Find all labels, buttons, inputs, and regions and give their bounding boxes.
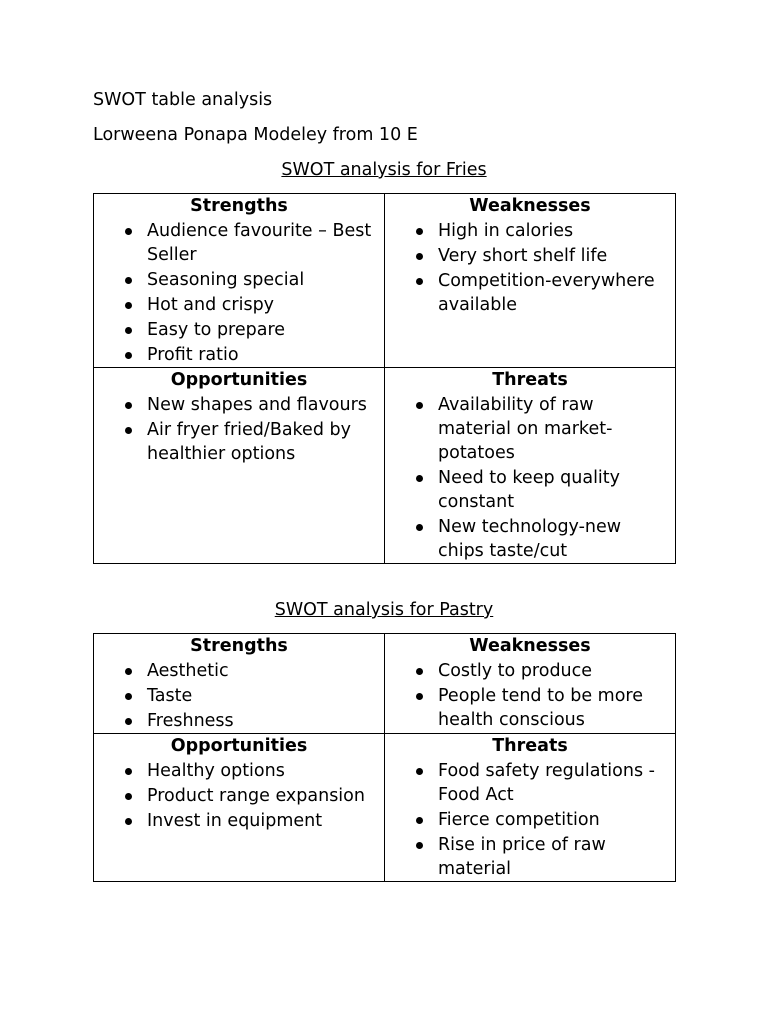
list-item-text: Costly to produce — [438, 661, 593, 681]
list-item — [385, 808, 675, 832]
list-item-text: Audience favourite – Best Seller — [147, 221, 372, 265]
list-item-text: Invest in equipment — [147, 811, 323, 831]
fries-swot-table — [93, 193, 676, 564]
fries-bottom-row — [94, 368, 676, 564]
bullet-icon — [125, 228, 132, 235]
bullet-icon — [416, 253, 423, 260]
list-item-text: Air fryer fried/Baked by healthier options — [147, 420, 351, 464]
pastry-swot-table — [93, 633, 676, 882]
list-item-text: Hot and crispy — [147, 295, 275, 315]
list-item — [385, 466, 675, 514]
list-item — [385, 515, 675, 563]
list-item — [94, 293, 384, 317]
bullet-icon — [125, 402, 132, 409]
pastry-threats-cell — [385, 734, 676, 882]
fries-top-row — [94, 194, 676, 368]
fries-threats-heading: Threats — [492, 370, 568, 390]
fries-weaknesses-cell — [385, 194, 676, 368]
pastry-top-row — [94, 634, 676, 734]
list-item-text: Availability of raw material on market-potatoes — [438, 395, 613, 463]
pastry-swot-title: SWOT analysis for Pastry — [274, 600, 494, 620]
fries-strengths-cell — [94, 194, 385, 368]
list-item — [94, 809, 384, 833]
fries-strengths-list — [94, 219, 384, 367]
list-item-text: Fierce competition — [438, 810, 600, 830]
bullet-icon — [125, 327, 132, 334]
pastry-threats-heading: Threats — [492, 736, 568, 756]
fries-threats-list — [385, 393, 675, 563]
list-item — [94, 268, 384, 292]
list-item-text: Aesthetic — [147, 661, 229, 681]
bullet-icon — [416, 524, 423, 531]
list-item — [385, 393, 675, 465]
list-item — [94, 393, 384, 417]
fries-opportunities-list — [94, 393, 384, 466]
bullet-icon — [125, 302, 132, 309]
bullet-icon — [125, 693, 132, 700]
list-item-text: Need to keep quality constant — [438, 468, 621, 512]
pastry-weaknesses-cell — [385, 634, 676, 734]
list-item — [385, 833, 675, 881]
list-item — [385, 759, 675, 807]
fries-threats-cell — [385, 368, 676, 564]
list-item-text: Easy to prepare — [147, 320, 286, 340]
list-item — [385, 684, 675, 732]
list-item-text: Very short shelf life — [438, 246, 608, 266]
bullet-icon — [416, 817, 423, 824]
fries-opportunities-heading: Opportunities — [170, 370, 308, 390]
list-item — [94, 784, 384, 808]
bullet-icon — [125, 718, 132, 725]
pastry-strengths-cell — [94, 634, 385, 734]
bullet-icon — [416, 693, 423, 700]
fries-weaknesses-list — [385, 219, 675, 317]
list-item-text: Profit ratio — [147, 345, 239, 365]
pastry-opportunities-list — [94, 759, 384, 833]
list-item — [94, 219, 384, 267]
list-item — [94, 709, 384, 733]
list-item — [94, 684, 384, 708]
list-item-text: Rise in price of raw material — [438, 835, 606, 879]
list-item — [94, 318, 384, 342]
bullet-icon — [416, 668, 423, 675]
list-item-text: Food safety regulations - Food Act — [438, 761, 655, 805]
pastry-threats-list — [385, 759, 675, 881]
fries-swot-title: SWOT analysis for Fries — [281, 160, 487, 180]
bullet-icon — [125, 818, 132, 825]
list-item-text: Taste — [147, 686, 193, 706]
pastry-weaknesses-list — [385, 659, 675, 732]
bullet-icon — [416, 475, 423, 482]
pastry-strengths-list — [94, 659, 384, 733]
pastry-opportunities-cell — [94, 734, 385, 882]
fries-strengths-heading: Strengths — [190, 196, 288, 216]
list-item — [385, 269, 675, 317]
list-item — [385, 219, 675, 243]
list-item — [94, 343, 384, 367]
list-item-text: Healthy options — [147, 761, 285, 781]
bullet-icon — [416, 842, 423, 849]
bullet-icon — [416, 278, 423, 285]
document-title: SWOT table analysis — [93, 90, 273, 110]
pastry-weaknesses-heading: Weaknesses — [469, 636, 591, 656]
bullet-icon — [125, 277, 132, 284]
pastry-strengths-heading: Strengths — [190, 636, 288, 656]
list-item — [94, 659, 384, 683]
list-item — [385, 659, 675, 683]
list-item — [94, 418, 384, 466]
list-item-text: New technology-new chips taste/cut — [438, 517, 622, 561]
fries-weaknesses-heading: Weaknesses — [469, 196, 591, 216]
bullet-icon — [125, 768, 132, 775]
bullet-icon — [416, 402, 423, 409]
list-item-text: Competition-everywhere available — [438, 271, 655, 315]
bullet-icon — [125, 668, 132, 675]
pastry-opportunities-heading: Opportunities — [170, 736, 308, 756]
list-item-text: Freshness — [147, 711, 234, 731]
pastry-bottom-row — [94, 734, 676, 882]
author-line: Lorweena Ponapa Modeley from 10 E — [93, 125, 418, 145]
bullet-icon — [125, 793, 132, 800]
bullet-icon — [125, 352, 132, 359]
list-item-text: New shapes and flavours — [147, 395, 367, 415]
fries-opportunities-cell — [94, 368, 385, 564]
list-item-text: Seasoning special — [147, 270, 305, 290]
list-item — [385, 244, 675, 268]
bullet-icon — [416, 228, 423, 235]
list-item — [94, 759, 384, 783]
list-item-text: Product range expansion — [147, 786, 365, 806]
list-item-text: People tend to be more health conscious — [438, 686, 643, 730]
list-item-text: High in calories — [438, 221, 574, 241]
bullet-icon — [416, 768, 423, 775]
bullet-icon — [125, 427, 132, 434]
